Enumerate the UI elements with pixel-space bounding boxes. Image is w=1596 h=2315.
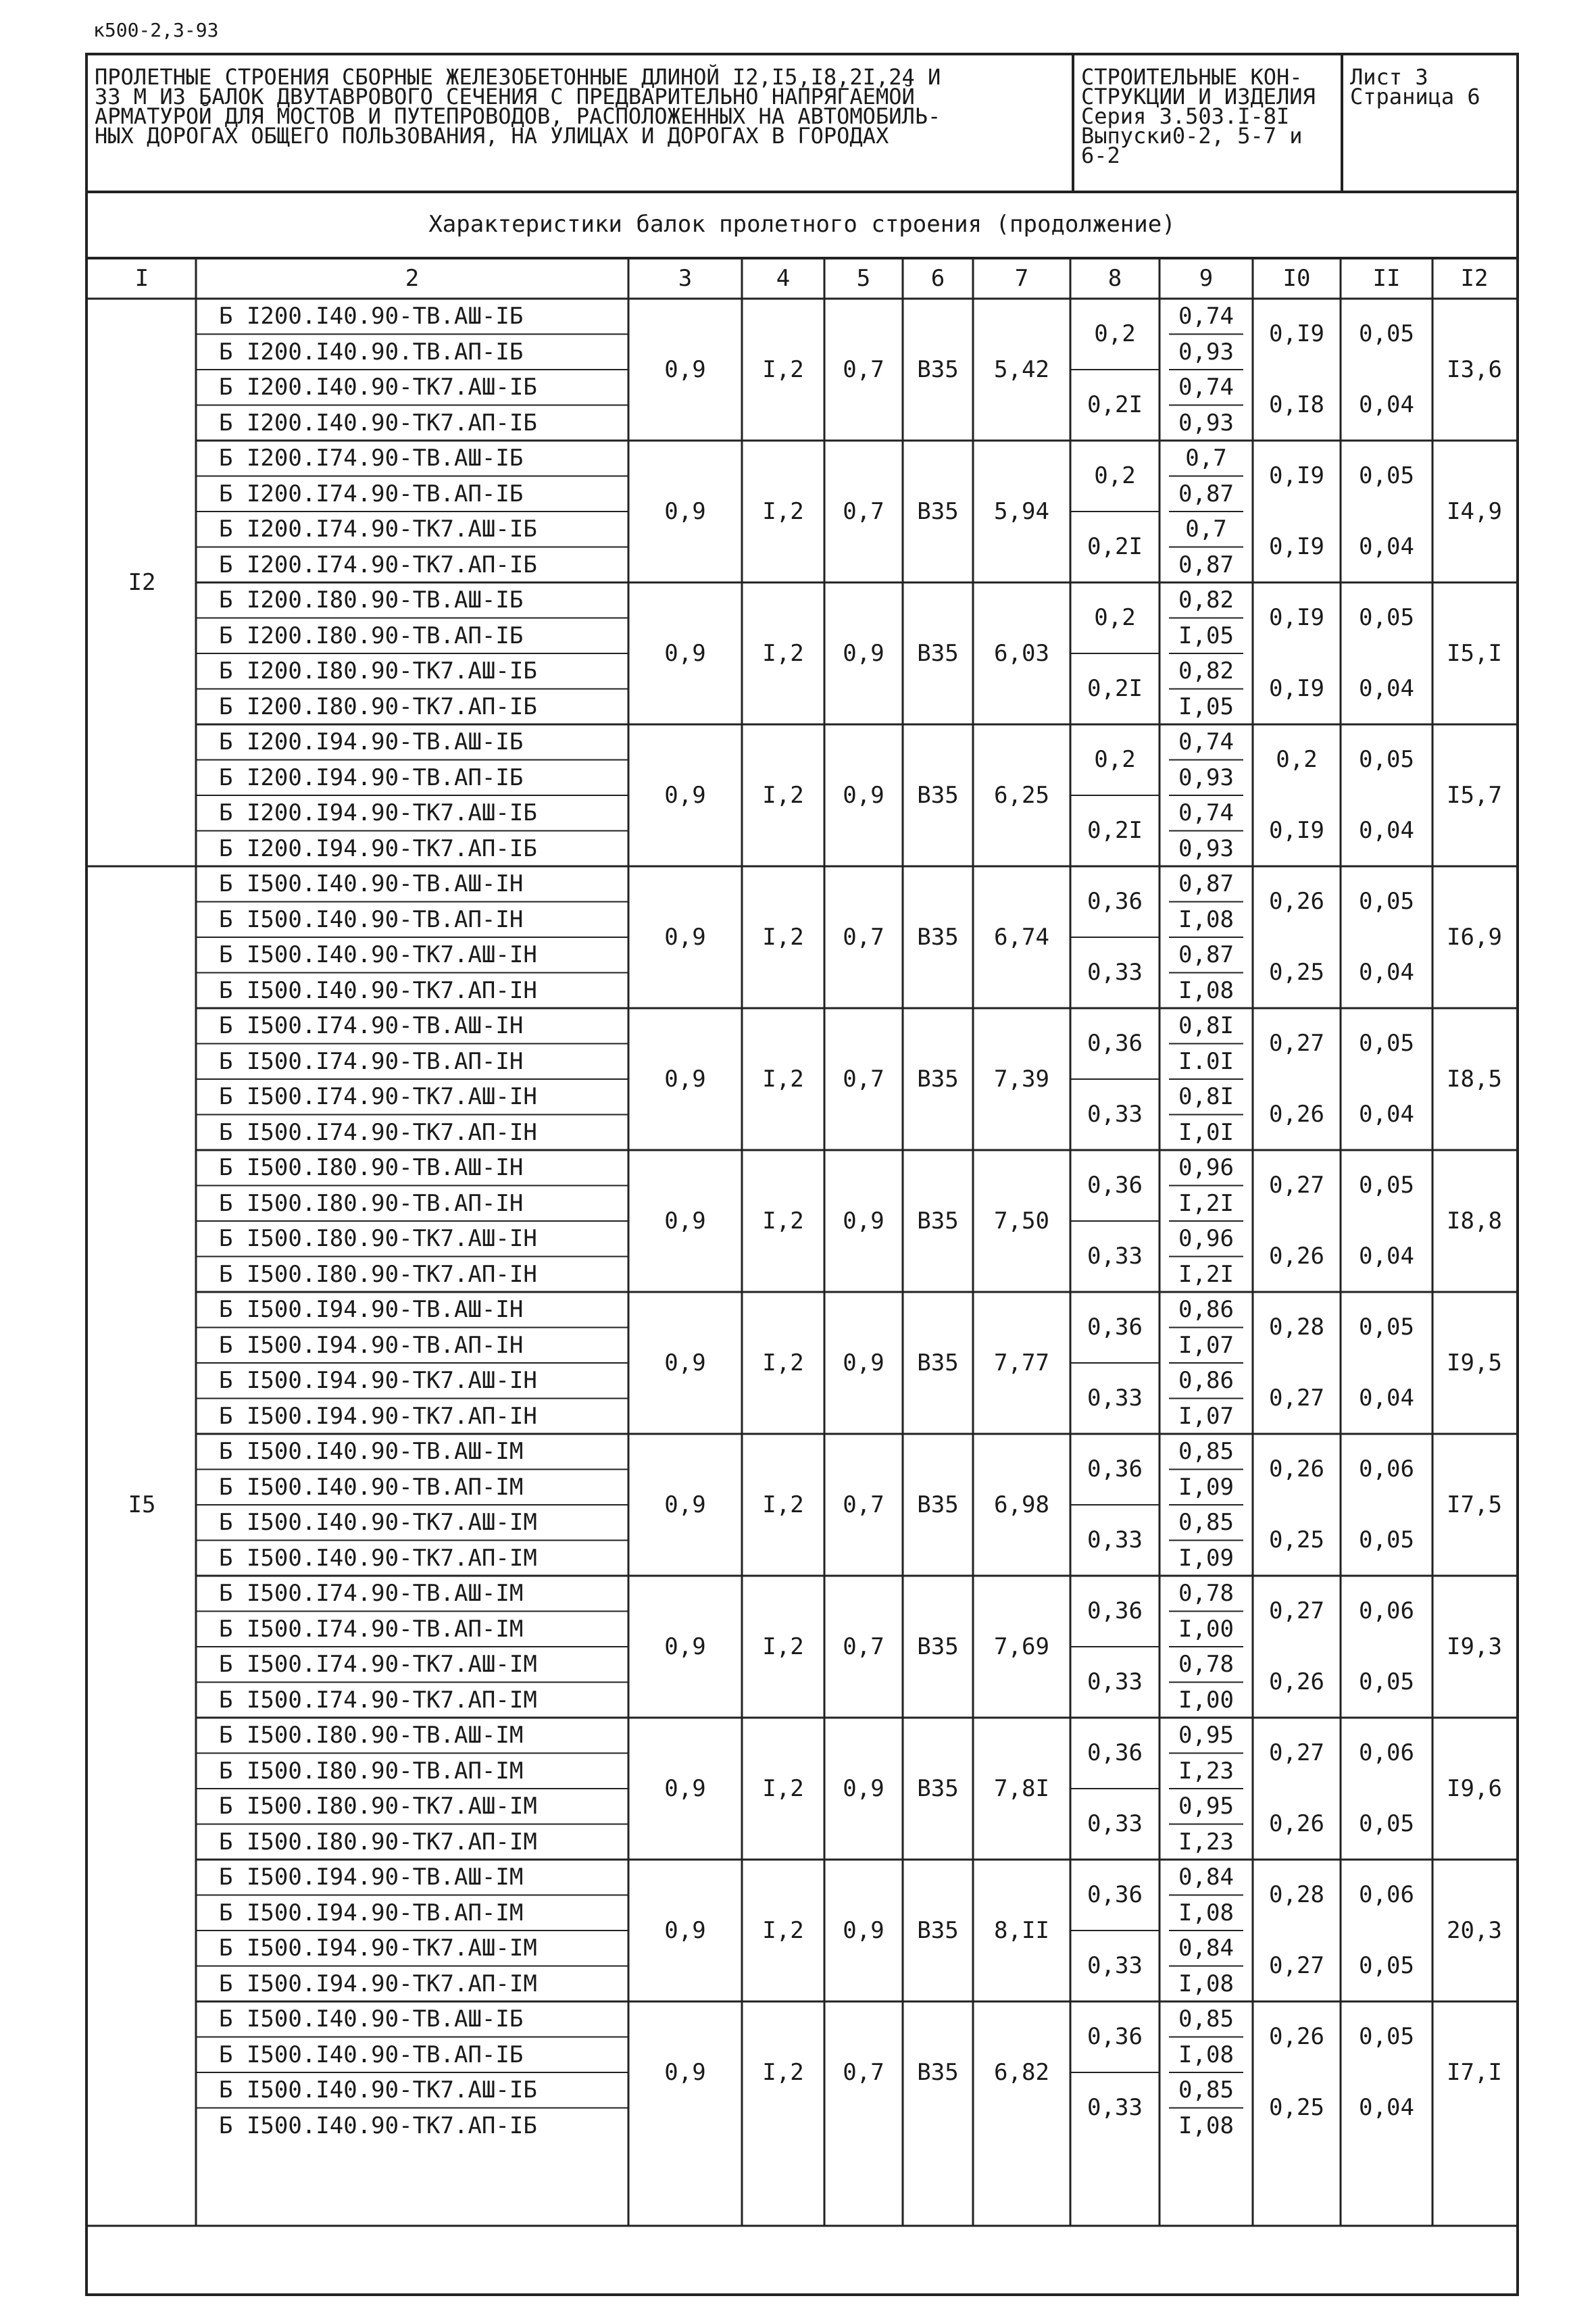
col11-value: 0,04 xyxy=(1359,533,1414,560)
beam-designation: Б I200.I94.90-ТВ.АП-IБ xyxy=(219,764,524,791)
col11-value: 0,04 xyxy=(1359,959,1414,986)
table-title: Характеристики балок пролетного строения (продолжение) xyxy=(428,211,1176,238)
col5-value: 0,7 xyxy=(843,924,884,951)
col9-value: 0,8I xyxy=(1178,1083,1234,1110)
col3-value: 0,9 xyxy=(664,782,706,809)
col9-value: 0,93 xyxy=(1178,835,1234,862)
col5-value: 0,9 xyxy=(843,1349,884,1376)
col7-value: 6,82 xyxy=(994,2059,1049,2086)
col4-value: I,2 xyxy=(762,1491,804,1518)
concrete-class: В35 xyxy=(917,1491,959,1518)
col4-value: I,2 xyxy=(762,640,804,667)
beam-designation: Б I500.I94.90-ТВ.АП-IМ xyxy=(219,1899,524,1926)
col9-value: I,09 xyxy=(1178,1544,1234,1572)
col8-value: 0,36 xyxy=(1087,888,1143,915)
beam-designation: Б I500.I40.90-ТК7.АШ-IМ xyxy=(219,1509,537,1536)
col5-value: 0,7 xyxy=(843,498,884,525)
col3-value: 0,9 xyxy=(664,1917,706,1944)
col10-value: 0,2 xyxy=(1276,746,1318,773)
col9-value: 0,74 xyxy=(1178,303,1234,330)
col8-value: 0,2I xyxy=(1087,675,1143,702)
beam-designation: Б I200.I40.90-ТВ.АШ-IБ xyxy=(219,303,524,330)
col3-value: 0,9 xyxy=(664,640,706,667)
col3-value: 0,9 xyxy=(664,924,706,951)
col11-value: 0,06 xyxy=(1359,1881,1414,1908)
col4-value: I,2 xyxy=(762,2059,804,2086)
col8-value: 0,36 xyxy=(1087,1597,1143,1624)
col12-value: I8,5 xyxy=(1447,1066,1502,1093)
col10-value: 0,I9 xyxy=(1269,817,1324,844)
col9-value: 0,85 xyxy=(1178,2076,1234,2104)
col8-value: 0,33 xyxy=(1087,1952,1143,1979)
beam-designation: Б I500.I94.90-ТК7.АШ-IН xyxy=(219,1367,537,1394)
col9-value: I,00 xyxy=(1178,1615,1234,1643)
col9-value: 0,85 xyxy=(1178,1509,1234,1536)
col8-value: 0,36 xyxy=(1087,1739,1143,1766)
beam-designation: Б I200.I94.90-ТК7.АШ-IБ xyxy=(219,799,537,826)
column-header-11: II xyxy=(1372,265,1401,292)
col8-value: 0,2 xyxy=(1094,462,1136,489)
col10-value: 0,27 xyxy=(1269,1172,1324,1199)
column-header-1: I xyxy=(134,265,149,292)
col10-value: 0,25 xyxy=(1269,959,1324,986)
beam-designation: Б I500.I80.90-ТК7.АШ-IН xyxy=(219,1225,537,1252)
col12-value: I7,5 xyxy=(1447,1491,1502,1518)
col8-value: 0,33 xyxy=(1087,1243,1143,1270)
beam-designation: Б I500.I74.90-ТВ.АШ-IМ xyxy=(219,1580,524,1607)
col8-value: 0,2I xyxy=(1087,391,1143,418)
col8-value: 0,2 xyxy=(1094,320,1136,347)
col8-value: 0,36 xyxy=(1087,1172,1143,1199)
col9-value: I,08 xyxy=(1178,905,1234,933)
col4-value: I,2 xyxy=(762,1349,804,1376)
column-header-7: 7 xyxy=(1014,265,1029,292)
col9-value: 0,7 xyxy=(1185,516,1227,543)
col5-value: 0,9 xyxy=(843,640,884,667)
col7-value: 6,98 xyxy=(994,1491,1049,1518)
col3-value: 0,9 xyxy=(664,1066,706,1093)
col11-value: 0,05 xyxy=(1359,1172,1414,1199)
col10-value: 0,28 xyxy=(1269,1314,1324,1341)
col9-value: 0,95 xyxy=(1178,1722,1234,1749)
col11-value: 0,04 xyxy=(1359,1243,1414,1270)
col12-value: 20,3 xyxy=(1447,1917,1502,1944)
col9-value: 0,74 xyxy=(1178,728,1234,755)
beam-designation: Б I200.I74.90-ТК7.АШ-IБ xyxy=(219,516,537,543)
col5-value: 0,9 xyxy=(843,782,884,809)
col4-value: I,2 xyxy=(762,356,804,383)
col5-value: 0,7 xyxy=(843,356,884,383)
column-header-12: I2 xyxy=(1460,265,1489,292)
col11-value: 0,05 xyxy=(1359,2023,1414,2050)
beam-designation: Б I500.I74.90-ТВ.АП-IМ xyxy=(219,1615,524,1643)
col12-value: I7,I xyxy=(1447,2059,1502,2086)
col9-value: 0,86 xyxy=(1178,1296,1234,1323)
column-header-3: 3 xyxy=(678,265,693,292)
col10-value: 0,I8 xyxy=(1269,391,1324,418)
concrete-class: В35 xyxy=(917,1917,959,1944)
col9-value: I,08 xyxy=(1178,2112,1234,2139)
col12-value: I9,3 xyxy=(1447,1633,1502,1660)
col11-value: 0,05 xyxy=(1359,320,1414,347)
beam-designation: Б I500.I74.90-ТК7.АШ-IН xyxy=(219,1083,537,1110)
concrete-class: В35 xyxy=(917,1208,959,1235)
concrete-class: В35 xyxy=(917,1775,959,1802)
column-header-10: I0 xyxy=(1282,265,1311,292)
col9-value: 0,84 xyxy=(1178,1864,1234,1891)
column-header-4: 4 xyxy=(776,265,791,292)
beam-designation: Б I500.I80.90-ТВ.АП-IМ xyxy=(219,1757,524,1785)
col12-value: I9,6 xyxy=(1447,1775,1502,1802)
column-header-8: 8 xyxy=(1107,265,1122,292)
col11-value: 0,05 xyxy=(1359,1314,1414,1341)
col11-value: 0,06 xyxy=(1359,1455,1414,1483)
concrete-class: В35 xyxy=(917,498,959,525)
col3-value: 0,9 xyxy=(664,1775,706,1802)
col10-value: 0,I9 xyxy=(1269,604,1324,631)
beam-designation: Б I500.I40.90-ТК7.АП-IБ xyxy=(219,2112,537,2139)
beam-designation: Б I200.I74.90-ТВ.АП-IБ xyxy=(219,480,524,507)
col7-value: 5,94 xyxy=(994,498,1049,525)
col7-value: 6,03 xyxy=(994,640,1049,667)
col9-value: 0,87 xyxy=(1178,480,1234,507)
col8-value: 0,33 xyxy=(1087,1385,1143,1412)
col9-value: 0,95 xyxy=(1178,1793,1234,1820)
col9-value: I,08 xyxy=(1178,1970,1234,1997)
span-length: I5 xyxy=(128,1491,156,1518)
beam-designation: Б I500.I40.90-ТВ.АП-IН xyxy=(219,905,524,933)
beam-designation: Б I200.I74.90-ТВ.АШ-IБ xyxy=(219,445,524,472)
beam-designation: Б I500.I94.90-ТВ.АШ-IН xyxy=(219,1296,524,1323)
beam-designation: Б I500.I80.90-ТВ.АШ-IН xyxy=(219,1154,524,1181)
beam-designation: Б I500.I94.90-ТК7.АП-IМ xyxy=(219,1970,537,1997)
beam-designation: Б I500.I94.90-ТК7.АШ-IМ xyxy=(219,1935,537,1962)
col8-value: 0,36 xyxy=(1087,2023,1143,2050)
col11-value: 0,04 xyxy=(1359,2094,1414,2121)
col9-value: I,2I xyxy=(1178,1260,1234,1288)
concrete-class: В35 xyxy=(917,924,959,951)
beam-designation: Б I500.I94.90-ТВ.АШ-IМ xyxy=(219,1864,524,1891)
col11-value: 0,05 xyxy=(1359,888,1414,915)
col8-value: 0,33 xyxy=(1087,1810,1143,1837)
col7-value: 6,25 xyxy=(994,782,1049,809)
col3-value: 0,9 xyxy=(664,1349,706,1376)
col7-value: 7,50 xyxy=(994,1208,1049,1235)
col4-value: I,2 xyxy=(762,498,804,525)
beam-designation: Б I500.I40.90-ТК7.АП-IМ xyxy=(219,1544,537,1572)
col9-value: 0,8I xyxy=(1178,1012,1234,1039)
col8-value: 0,33 xyxy=(1087,1526,1143,1553)
col9-value: I,0I xyxy=(1178,1118,1234,1146)
col11-value: 0,04 xyxy=(1359,1101,1414,1128)
col8-value: 0,2I xyxy=(1087,533,1143,560)
col10-value: 0,26 xyxy=(1269,1101,1324,1128)
col9-value: 0,93 xyxy=(1178,409,1234,437)
concrete-class: В35 xyxy=(917,2059,959,2086)
beam-designation: Б I500.I40.90-ТВ.АШ-IМ xyxy=(219,1438,524,1465)
col10-value: 0,27 xyxy=(1269,1385,1324,1412)
col4-value: I,2 xyxy=(762,1066,804,1093)
col8-value: 0,2I xyxy=(1087,817,1143,844)
beam-designation: Б I200.I80.90-ТК7.АП-IБ xyxy=(219,693,537,720)
col5-value: 0,9 xyxy=(843,1775,884,1802)
col9-value: I,08 xyxy=(1178,1899,1234,1926)
beam-designation: Б I200.I80.90-ТК7.АШ-IБ xyxy=(219,657,537,684)
col11-value: 0,06 xyxy=(1359,1597,1414,1624)
concrete-class: В35 xyxy=(917,1349,959,1376)
column-header-2: 2 xyxy=(405,265,420,292)
col10-value: 0,25 xyxy=(1269,1526,1324,1553)
beam-designation: Б I500.I74.90-ТВ.АШ-IН xyxy=(219,1012,524,1039)
col8-value: 0,36 xyxy=(1087,1314,1143,1341)
concrete-class: В35 xyxy=(917,640,959,667)
concrete-class: В35 xyxy=(917,1066,959,1093)
col10-value: 0,I9 xyxy=(1269,462,1324,489)
col9-value: 0,85 xyxy=(1178,1438,1234,1465)
col9-value: 0,74 xyxy=(1178,374,1234,401)
col10-value: 0,26 xyxy=(1269,1243,1324,1270)
beam-designation: Б I500.I40.90-ТВ.АШ-IН xyxy=(219,870,524,897)
col9-value: I,2I xyxy=(1178,1189,1234,1217)
beam-designation: Б I500.I80.90-ТВ.АШ-IМ xyxy=(219,1722,524,1749)
document-code: к500-2,3-93 xyxy=(93,19,219,41)
col9-value: 0,86 xyxy=(1178,1367,1234,1394)
col9-value: I,07 xyxy=(1178,1331,1234,1359)
col9-value: I.0I xyxy=(1178,1047,1234,1075)
document-title: ПРОЛЕТНЫЕ СТРОЕНИЯ СБОРНЫЕ ЖЕЛЕЗОБЕТОННЫЕ ДЛИНОЙ I2,I5,I8,2I,24 И 33 М ИЗ БАЛОК ДВУТАВРОВОГО СЕЧЕНИЯ С ПРЕДВАРИТЕЛЬНО НАПРЯГАЕМОЙ АРМАТУРОЙ ДЛЯ МОСТОВ И ПУТЕПРОВОДОВ, РАСПОЛОЖЕННЫХ НА АВТОМОБИЛЬ- НЫХ ДОРОГАХ ОБЩЕГО ПОЛЬЗОВАНИЯ, НА УЛИЦАХ И ДОРОГАХ В ГОРОДАХ xyxy=(88,55,1074,191)
col9-value: 0,87 xyxy=(1178,941,1234,968)
col8-value: 0,2 xyxy=(1094,746,1136,773)
span-length: I2 xyxy=(128,569,156,596)
col10-value: 0,26 xyxy=(1269,1455,1324,1483)
drawing-frame xyxy=(85,53,1519,2296)
series-info: СТРОИТЕЛЬНЫЕ КОН- СТРУКЦИИ И ИЗДЕЛИЯ Серия 3.503.I-8I Выпуски0-2, 5-7 и 6-2 xyxy=(1074,55,1343,191)
beam-designation: Б I500.I94.90-ТК7.АП-IН xyxy=(219,1402,537,1430)
beam-designation: Б I200.I40.90-ТК7.АП-IБ xyxy=(219,409,537,437)
col8-value: 0,33 xyxy=(1087,2094,1143,2121)
col8-value: 0,36 xyxy=(1087,1030,1143,1057)
col11-value: 0,05 xyxy=(1359,746,1414,773)
col7-value: 7,8I xyxy=(994,1775,1049,1802)
col10-value: 0,26 xyxy=(1269,888,1324,915)
col11-value: 0,05 xyxy=(1359,1952,1414,1979)
col11-value: 0,06 xyxy=(1359,1739,1414,1766)
col9-value: 0,87 xyxy=(1178,870,1234,897)
col8-value: 0,2 xyxy=(1094,604,1136,631)
col11-value: 0,04 xyxy=(1359,817,1414,844)
col4-value: I,2 xyxy=(762,924,804,951)
col9-value: 0,96 xyxy=(1178,1225,1234,1252)
col11-value: 0,05 xyxy=(1359,604,1414,631)
col9-value: 0,78 xyxy=(1178,1651,1234,1678)
col11-value: 0,05 xyxy=(1359,1668,1414,1695)
concrete-class: В35 xyxy=(917,356,959,383)
col11-value: 0,04 xyxy=(1359,675,1414,702)
col3-value: 0,9 xyxy=(664,356,706,383)
col4-value: I,2 xyxy=(762,1208,804,1235)
col5-value: 0,7 xyxy=(843,1633,884,1660)
col3-value: 0,9 xyxy=(664,1491,706,1518)
beam-designation: Б I200.I94.90-ТК7.АП-IБ xyxy=(219,835,537,862)
beam-designation: Б I500.I74.90-ТВ.АП-IН xyxy=(219,1047,524,1075)
col7-value: 7,69 xyxy=(994,1633,1049,1660)
col10-value: 0,28 xyxy=(1269,1881,1324,1908)
col9-value: 0,74 xyxy=(1178,799,1234,826)
col4-value: I,2 xyxy=(762,1633,804,1660)
col11-value: 0,05 xyxy=(1359,1810,1414,1837)
beam-designation: Б I200.I80.90-ТВ.АП-IБ xyxy=(219,622,524,649)
col8-value: 0,36 xyxy=(1087,1881,1143,1908)
col10-value: 0,27 xyxy=(1269,1739,1324,1766)
col12-value: I3,6 xyxy=(1447,356,1502,383)
beam-designation: Б I200.I80.90-ТВ.АШ-IБ xyxy=(219,587,524,614)
beam-designation: Б I500.I40.90-ТК7.АШ-IБ xyxy=(219,2076,537,2104)
col9-value: 0,82 xyxy=(1178,657,1234,684)
col12-value: I6,9 xyxy=(1447,924,1502,951)
col12-value: I9,5 xyxy=(1447,1349,1502,1376)
col4-value: I,2 xyxy=(762,1775,804,1802)
beam-designation: Б I500.I40.90-ТВ.АП-IМ xyxy=(219,1473,524,1501)
col7-value: 7,39 xyxy=(994,1066,1049,1093)
col9-value: 0,93 xyxy=(1178,764,1234,791)
concrete-class: В35 xyxy=(917,782,959,809)
beam-designation: Б I500.I74.90-ТК7.АП-IН xyxy=(219,1118,537,1146)
col11-value: 0,04 xyxy=(1359,391,1414,418)
column-header-9: 9 xyxy=(1199,265,1214,292)
col12-value: I8,8 xyxy=(1447,1208,1502,1235)
col5-value: 0,9 xyxy=(843,1917,884,1944)
col8-value: 0,33 xyxy=(1087,1668,1143,1695)
col5-value: 0,9 xyxy=(843,1208,884,1235)
beam-designation: Б I200.I40.90.ТВ.АП-IБ xyxy=(219,338,524,366)
col3-value: 0,9 xyxy=(664,1208,706,1235)
col9-value: 0,87 xyxy=(1178,551,1234,578)
col3-value: 0,9 xyxy=(664,498,706,525)
col10-value: 0,I9 xyxy=(1269,533,1324,560)
beam-designation: Б I200.I94.90-ТВ.АШ-IБ xyxy=(219,728,524,755)
col11-value: 0,05 xyxy=(1359,462,1414,489)
col3-value: 0,9 xyxy=(664,1633,706,1660)
beam-designation: Б I500.I74.90-ТК7.АШ-IМ xyxy=(219,1651,537,1678)
beam-designation: Б I200.I40.90-ТК7.АШ-IБ xyxy=(219,374,537,401)
col10-value: 0,26 xyxy=(1269,2023,1324,2050)
col12-value: I5,I xyxy=(1447,640,1502,667)
col3-value: 0,9 xyxy=(664,2059,706,2086)
col9-value: 0,78 xyxy=(1178,1580,1234,1607)
col11-value: 0,05 xyxy=(1359,1030,1414,1057)
beam-designation: Б I500.I40.90-ТВ.АШ-IБ xyxy=(219,2006,524,2033)
col4-value: I,2 xyxy=(762,1917,804,1944)
col9-value: I,00 xyxy=(1178,1686,1234,1714)
beam-designation: Б I500.I80.90-ТК7.АП-IН xyxy=(219,1260,537,1288)
col7-value: 8,II xyxy=(994,1917,1049,1944)
col9-value: I,23 xyxy=(1178,1828,1234,1856)
col9-value: 0,82 xyxy=(1178,587,1234,614)
beam-designation: Б I500.I40.90-ТК7.АШ-IН xyxy=(219,941,537,968)
col9-value: I,09 xyxy=(1178,1473,1234,1501)
beam-designation: Б I500.I40.90-ТК7.АП-IН xyxy=(219,976,537,1004)
column-header-6: 6 xyxy=(930,265,945,292)
col9-value: 0,84 xyxy=(1178,1935,1234,1962)
col10-value: 0,I9 xyxy=(1269,675,1324,702)
beam-designation: Б I500.I80.90-ТК7.АШ-IМ xyxy=(219,1793,537,1820)
col9-value: I,08 xyxy=(1178,2041,1234,2068)
col10-value: 0,27 xyxy=(1269,1597,1324,1624)
col9-value: I,07 xyxy=(1178,1402,1234,1430)
col11-value: 0,04 xyxy=(1359,1385,1414,1412)
col10-value: 0,26 xyxy=(1269,1668,1324,1695)
col9-value: I,08 xyxy=(1178,976,1234,1004)
col10-value: 0,I9 xyxy=(1269,320,1324,347)
col9-value: 0,96 xyxy=(1178,1154,1234,1181)
column-header-5: 5 xyxy=(856,265,871,292)
col12-value: I5,7 xyxy=(1447,782,1502,809)
col9-value: 0,7 xyxy=(1185,445,1227,472)
beam-designation: Б I500.I94.90-ТВ.АП-IН xyxy=(219,1331,524,1359)
col9-value: I,23 xyxy=(1178,1757,1234,1785)
col8-value: 0,33 xyxy=(1087,1101,1143,1128)
col12-value: I4,9 xyxy=(1447,498,1502,525)
col9-value: I,05 xyxy=(1178,693,1234,720)
col10-value: 0,26 xyxy=(1269,1810,1324,1837)
beam-designation: Б I500.I80.90-ТК7.АП-IМ xyxy=(219,1828,537,1856)
beam-designation: Б I500.I40.90-ТВ.АП-IБ xyxy=(219,2041,524,2068)
col8-value: 0,33 xyxy=(1087,959,1143,986)
col7-value: 7,77 xyxy=(994,1349,1049,1376)
col9-value: I,05 xyxy=(1178,622,1234,649)
col9-value: 0,85 xyxy=(1178,2006,1234,2033)
beam-designation: Б I500.I74.90-ТК7.АП-IМ xyxy=(219,1686,537,1714)
beam-designation: Б I500.I80.90-ТВ.АП-IН xyxy=(219,1189,524,1217)
col10-value: 0,25 xyxy=(1269,2094,1324,2121)
col7-value: 5,42 xyxy=(994,356,1049,383)
sheet-info: Лист 3 Страница 6 xyxy=(1350,64,1480,109)
beam-designation: Б I200.I74.90-ТК7.АП-IБ xyxy=(219,551,537,578)
concrete-class: В35 xyxy=(917,1633,959,1660)
col11-value: 0,05 xyxy=(1359,1526,1414,1553)
col8-value: 0,36 xyxy=(1087,1455,1143,1483)
col10-value: 0,27 xyxy=(1269,1952,1324,1979)
col7-value: 6,74 xyxy=(994,924,1049,951)
col5-value: 0,7 xyxy=(843,1066,884,1093)
col5-value: 0,7 xyxy=(843,2059,884,2086)
col5-value: 0,7 xyxy=(843,1491,884,1518)
col9-value: 0,93 xyxy=(1178,338,1234,366)
col4-value: I,2 xyxy=(762,782,804,809)
col10-value: 0,27 xyxy=(1269,1030,1324,1057)
